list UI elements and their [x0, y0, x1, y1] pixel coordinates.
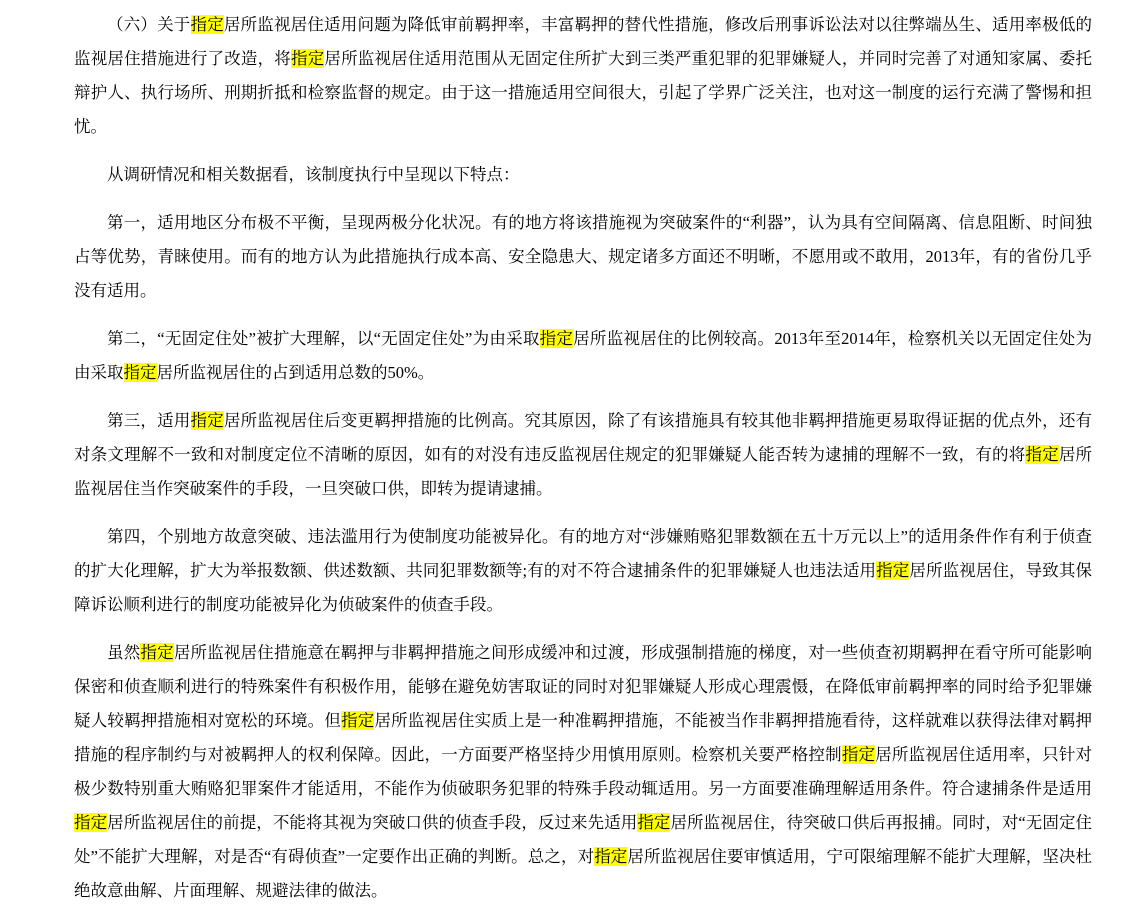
- text-run: 居所监视居住，待突破口供后再报捕。同时，对“无固定住处”不能扩大理解，对是否“有碍侦查”一定要作出正确的判断。总之，对: [74, 813, 1093, 866]
- text-run: 第二，“无固定住处”被扩大理解，以“无固定住处”为由采取: [107, 329, 540, 348]
- text-run: 居所监视居住的比例较高。2013年至2014年，检察机关以无固定住处为由采取: [74, 329, 1093, 382]
- text-run: 居所监视居住后变更羁押措施的比例高。究其原因，除了有该措施具有较其他非羁押措施更易取得证据的优点外，还有对条文理解不一致和对制度定位不清晰的原因，如有的对没有违反监视居住规定的犯罪嫌疑人能否转为逮捕的理解不一致，有的将: [74, 411, 1093, 464]
- paragraph: [74, 404, 1092, 506]
- highlighted-term: 指定: [341, 711, 375, 730]
- highlighted-term: 指定: [876, 561, 910, 580]
- text-run: 居所监视居住实质上是一种准羁押措施，不能被当作非羁押措施看待，这样就难以获得法律对羁押措施的程序制约与对被羁押人的权利保障。因此，一方面要严格坚持少用慎用原则。检察机关要严格控制: [74, 711, 1093, 764]
- highlighted-term: 指定: [140, 643, 174, 662]
- text-run: 居所监视居住要审慎适用，宁可限缩理解不能扩大理解，坚决杜绝故意曲解、片面理解、规避法律的做法。: [74, 847, 1093, 900]
- highlighted-term: 指定: [190, 411, 224, 430]
- highlighted-term: 指定: [594, 847, 628, 866]
- paragraph: [74, 322, 1092, 390]
- text-run: 居所监视居住适用问题为降低审前羁押率，丰富羁押的替代性措施，修改后刑事诉讼法对以往弊端丛生、适用率极低的监视居住措施进行了改造，将: [74, 15, 1093, 68]
- highlighted-term: 指定: [637, 813, 671, 832]
- highlighted-term: 指定: [291, 49, 325, 68]
- text-run: 虽然: [107, 643, 141, 662]
- text-run: 第四，个别地方故意突破、违法滥用行为使制度功能被异化。有的地方对“涉嫌贿赂犯罪数额在五十万元以上”的适用条件作有利于侦查的扩大化理解，扩大为举报数额、供述数额、共同犯罪数额等;有的对不符合逮捕条件的犯罪嫌疑人也违法适用: [74, 527, 1092, 580]
- text-run: 居所监视居住适用率，只针对极少数特别重大贿赂犯罪案件才能适用，不能作为侦破职务犯罪的特殊手段动辄适用。另一方面要准确理解适用条件。符合逮捕条件是适用: [74, 745, 1093, 798]
- text-run: 第一，适用地区分布极不平衡，呈现两极分化状况。有的地方将该措施视为突破案件的“利器”，认为具有空间隔离、信息阻断、时间独占等优势，青睐使用。而有的地方认为此措施执行成本高、安全隐患大、规定诸多方面还不明晰，不愿用或不敢用，2013年，有的省份几乎没有适用。: [74, 213, 1092, 300]
- document-text-body: [74, 8, 1092, 908]
- highlighted-term: 指定: [190, 15, 224, 34]
- highlighted-term: 指定: [123, 363, 157, 382]
- text-run: 从调研情况和相关数据看，该制度执行中呈现以下特点：: [107, 165, 520, 184]
- highlighted-term: 指定: [841, 745, 876, 764]
- paragraph: [74, 8, 1092, 144]
- text-run: 居所监视居住的占到适用总数的50%。: [156, 363, 435, 382]
- text-run: 居所监视居住，导致其保障诉讼顺利进行的制度功能被异化为侦破案件的侦查手段。: [74, 561, 1093, 614]
- text-run: （六）关于: [107, 15, 191, 34]
- text-run: 第三，适用: [107, 411, 191, 430]
- text-run: 居所监视居住适用范围从无固定住所扩大到三类严重犯罪的犯罪嫌疑人，并同时完善了对通知家属、委托辩护人、执行场所、刑期折抵和检察监督的规定。由于这一措施适用空间很大，引起了学界广泛关注，也对这一制度的运行充满了警惕和担忧。: [74, 49, 1093, 136]
- highlighted-term: 指定: [1025, 445, 1059, 464]
- text-run: 居所监视居住措施意在羁押与非羁押措施之间形成缓冲和过渡，形成强制措施的梯度，对一些侦查初期羁押在看守所可能影响保密和侦查顺利进行的特殊案件有积极作用，能够在避免妨害取证的同时对犯罪嫌疑人形成心理震慑，在降低审前羁押率的同时给予犯罪嫌疑人较羁押措施相对宽松的环境。但: [74, 643, 1093, 730]
- paragraph: [74, 206, 1092, 308]
- highlighted-term: 指定: [539, 329, 574, 348]
- paragraph: [74, 520, 1092, 622]
- paragraph: [74, 636, 1092, 908]
- paragraph: [74, 158, 1092, 192]
- text-run: 居所监视居住当作突破案件的手段，一旦突破口供，即转为提请逮捕。: [74, 445, 1093, 498]
- text-run: 居所监视居住的前提，不能将其视为突破口供的侦查手段，反过来先适用: [107, 813, 638, 832]
- highlighted-term: 指定: [74, 813, 108, 832]
